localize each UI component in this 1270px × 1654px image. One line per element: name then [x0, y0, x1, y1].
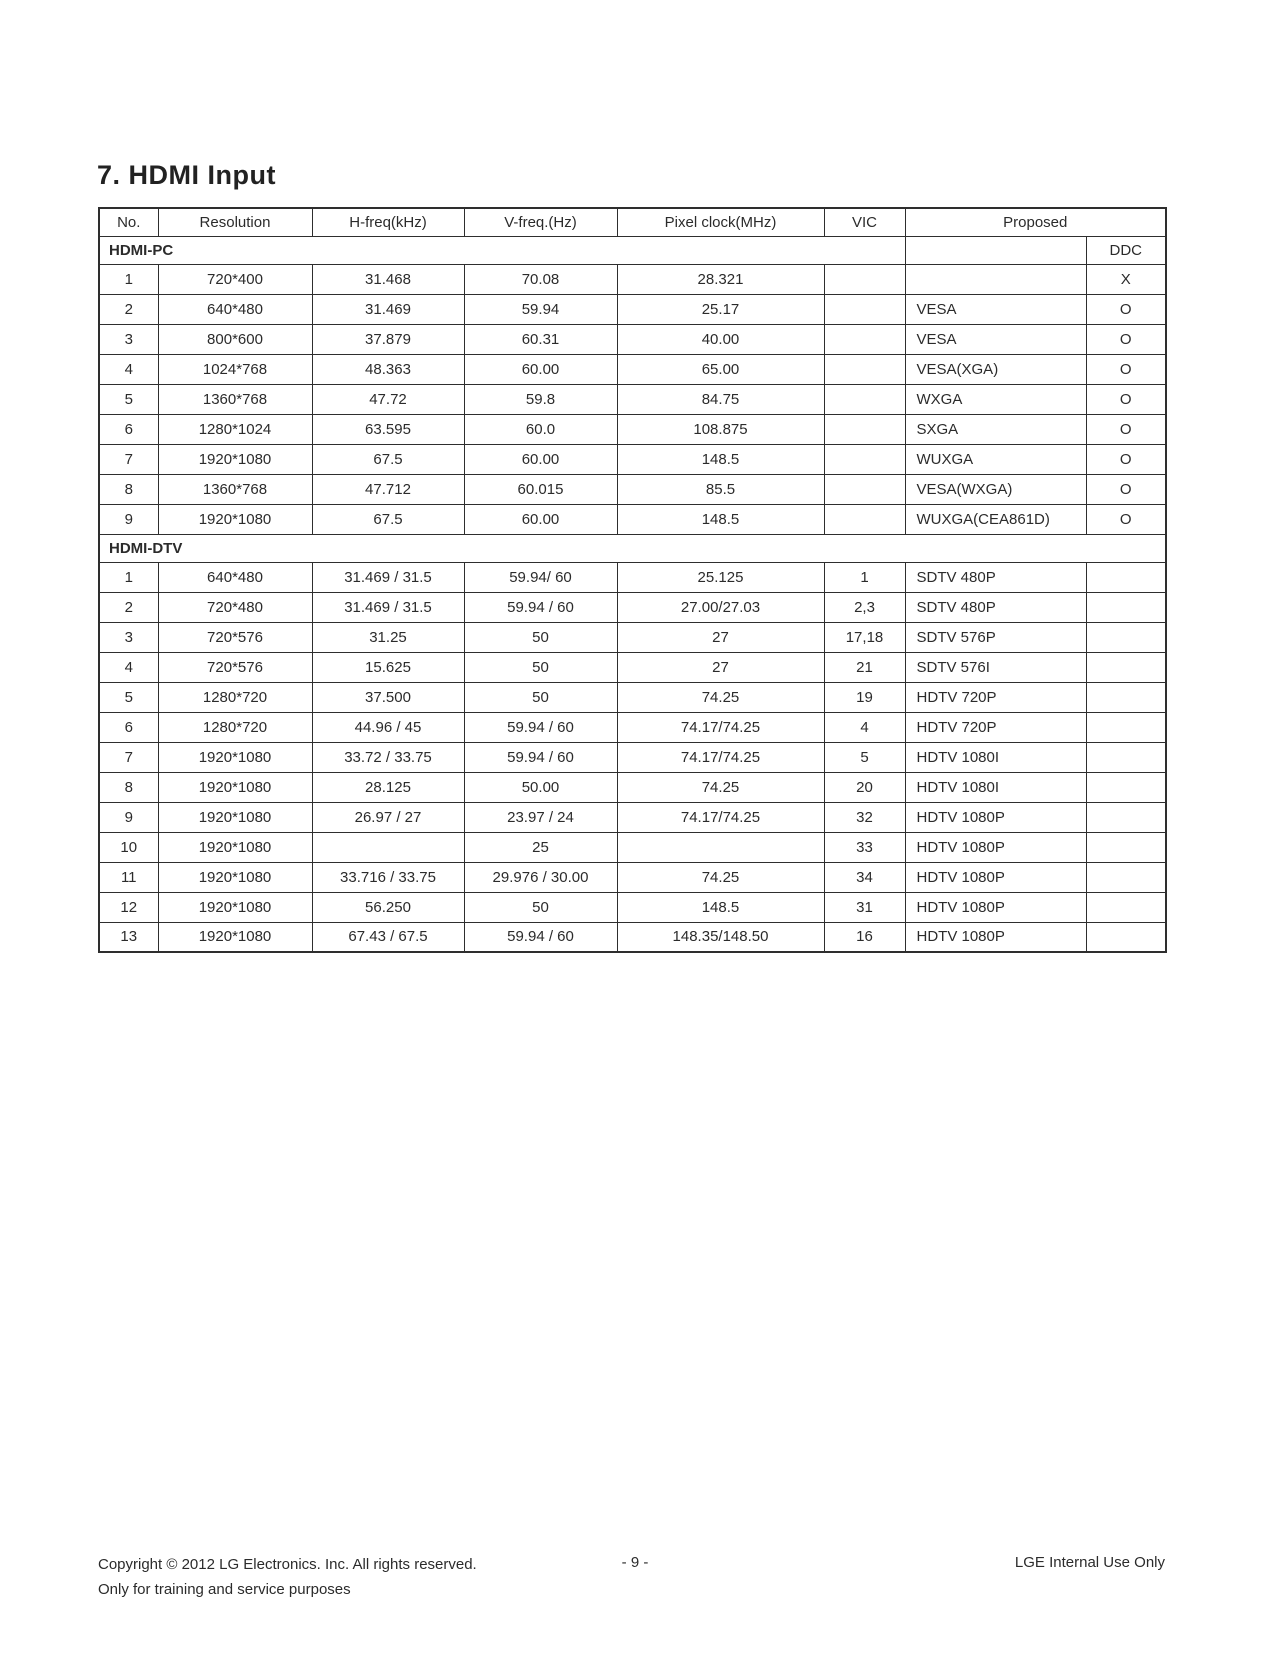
table-cell: 1920*1080: [158, 832, 312, 862]
table-cell: 59.94 / 60: [464, 712, 617, 742]
table-row: [99, 922, 1166, 952]
table-cell: 59.8: [464, 384, 617, 414]
table-cell: 15.625: [312, 652, 464, 682]
section-row-hdmi-dtv: [99, 534, 1166, 562]
table-cell: [824, 504, 905, 534]
table-cell: O: [1086, 504, 1166, 534]
table-cell: 8: [99, 772, 158, 802]
page-title: 7. HDMI Input: [97, 160, 276, 190]
table-cell: 3: [99, 622, 158, 652]
table-cell: WXGA: [905, 384, 1086, 414]
table-cell: 67.5: [312, 504, 464, 534]
table-cell: SDTV 480P: [905, 592, 1086, 622]
table-cell: 27.00/27.03: [617, 592, 824, 622]
table-cell: [1086, 592, 1166, 622]
table-cell: O: [1086, 414, 1166, 444]
table-cell: 1920*1080: [158, 772, 312, 802]
table-cell: 70.08: [464, 264, 617, 294]
table-cell: 5: [99, 384, 158, 414]
table-cell: [1086, 832, 1166, 862]
table-row: [99, 682, 1166, 712]
table-cell: [824, 264, 905, 294]
table-cell: 1: [99, 562, 158, 592]
table-cell: 33.72 / 33.75: [312, 742, 464, 772]
table-cell: 11: [99, 862, 158, 892]
table-cell: 7: [99, 742, 158, 772]
table-cell: 148.5: [617, 892, 824, 922]
table-cell: 720*576: [158, 652, 312, 682]
table-cell: SXGA: [905, 414, 1086, 444]
table-cell: X: [1086, 264, 1166, 294]
table-cell: 9: [99, 504, 158, 534]
table-cell: 20: [824, 772, 905, 802]
table-row: [99, 264, 1166, 294]
table-cell: VESA(XGA): [905, 354, 1086, 384]
table-cell: VESA: [905, 294, 1086, 324]
table-cell: 19: [824, 682, 905, 712]
table-cell: 28.321: [617, 264, 824, 294]
table-cell: O: [1086, 354, 1166, 384]
table-cell: 67.5: [312, 444, 464, 474]
table-cell: 4: [99, 354, 158, 384]
table-cell: 27: [617, 652, 824, 682]
table-row: [99, 354, 1166, 384]
table-cell: 13: [99, 922, 158, 952]
footer-copyright-line1: Copyright © 2012 LG Electronics. Inc. All rights reserved.: [98, 1556, 477, 1573]
table-cell: O: [1086, 384, 1166, 414]
table-row: [99, 622, 1166, 652]
table-cell: 1280*720: [158, 682, 312, 712]
table-cell: 31.469 / 31.5: [312, 562, 464, 592]
table-cell: 1360*768: [158, 474, 312, 504]
section-label: HDMI-DTV: [99, 534, 1166, 562]
table-cell: 50: [464, 682, 617, 712]
table-cell: O: [1086, 444, 1166, 474]
hdmi-table-body: [99, 208, 1166, 952]
table-cell: 16: [824, 922, 905, 952]
table-cell: 59.94: [464, 294, 617, 324]
table-cell: 2,3: [824, 592, 905, 622]
table-cell: 50.00: [464, 772, 617, 802]
table-cell: 50: [464, 622, 617, 652]
table-cell: SDTV 576I: [905, 652, 1086, 682]
table-cell: 4: [99, 652, 158, 682]
table-cell: 59.94 / 60: [464, 922, 617, 952]
table-cell: 1920*1080: [158, 862, 312, 892]
table-cell: 63.595: [312, 414, 464, 444]
table-cell: 1920*1080: [158, 444, 312, 474]
table-cell: 5: [824, 742, 905, 772]
table-cell: [1086, 802, 1166, 832]
table-cell: HDTV 720P: [905, 682, 1086, 712]
table-cell: 1920*1080: [158, 504, 312, 534]
table-cell: 25: [464, 832, 617, 862]
table-cell: 47.72: [312, 384, 464, 414]
table-cell: [1086, 892, 1166, 922]
column-header-vfreq: V-freq.(Hz): [464, 208, 617, 236]
table-row: [99, 772, 1166, 802]
table-cell: [824, 324, 905, 354]
table-cell: 3: [99, 324, 158, 354]
table-cell: 5: [99, 682, 158, 712]
table-cell: 74.17/74.25: [617, 802, 824, 832]
table-cell: 56.250: [312, 892, 464, 922]
table-cell: 40.00: [617, 324, 824, 354]
table-cell: 23.97 / 24: [464, 802, 617, 832]
table-cell: [824, 414, 905, 444]
table-row: [99, 652, 1166, 682]
table-cell: 640*480: [158, 294, 312, 324]
table-row: [99, 562, 1166, 592]
table-cell: 59.94 / 60: [464, 742, 617, 772]
column-header-vic: VIC: [824, 208, 905, 236]
table-cell: 12: [99, 892, 158, 922]
table-cell: [617, 832, 824, 862]
table-cell: [1086, 712, 1166, 742]
table-header-row: [99, 208, 1166, 236]
table-cell: HDTV 1080P: [905, 832, 1086, 862]
table-row: [99, 294, 1166, 324]
table-row: [99, 414, 1166, 444]
table-cell: HDTV 1080P: [905, 802, 1086, 832]
table-cell: 6: [99, 712, 158, 742]
table-cell: 148.5: [617, 504, 824, 534]
table-cell: 74.25: [617, 682, 824, 712]
table-cell: WUXGA: [905, 444, 1086, 474]
table-cell: [1086, 772, 1166, 802]
table-cell: [905, 264, 1086, 294]
ddc-column-header: DDC: [1086, 236, 1166, 264]
table-cell: 2: [99, 592, 158, 622]
table-cell: 25.125: [617, 562, 824, 592]
table-cell: 47.712: [312, 474, 464, 504]
table-cell: 28.125: [312, 772, 464, 802]
table-cell: 67.43 / 67.5: [312, 922, 464, 952]
table-cell: [1086, 922, 1166, 952]
table-cell: [312, 832, 464, 862]
table-cell: [1086, 562, 1166, 592]
table-cell: 50: [464, 892, 617, 922]
table-row: [99, 444, 1166, 474]
table-cell: [824, 354, 905, 384]
table-cell: 1: [824, 562, 905, 592]
table-cell: 1: [99, 264, 158, 294]
table-cell: 640*480: [158, 562, 312, 592]
column-header-pixel-clock: Pixel clock(MHz): [617, 208, 824, 236]
table-cell: 108.875: [617, 414, 824, 444]
table-cell: 21: [824, 652, 905, 682]
table-cell: WUXGA(CEA861D): [905, 504, 1086, 534]
table-cell: 10: [99, 832, 158, 862]
page-number: - 9 -: [621, 1554, 649, 1571]
table-cell: 60.015: [464, 474, 617, 504]
table-cell: [824, 474, 905, 504]
table-cell: SDTV 576P: [905, 622, 1086, 652]
table-cell: HDTV 1080I: [905, 772, 1086, 802]
table-row: [99, 832, 1166, 862]
table-cell: 74.17/74.25: [617, 712, 824, 742]
table-row: [99, 802, 1166, 832]
table-cell: 1920*1080: [158, 742, 312, 772]
table-row: [99, 592, 1166, 622]
table-row: [99, 742, 1166, 772]
table-cell: 60.00: [464, 504, 617, 534]
column-header-resolution: Resolution: [158, 208, 312, 236]
table-cell: 7: [99, 444, 158, 474]
table-row: [99, 862, 1166, 892]
table-cell: 60.31: [464, 324, 617, 354]
table-cell: 17,18: [824, 622, 905, 652]
table-cell: HDTV 720P: [905, 712, 1086, 742]
hdmi-input-table: [98, 207, 1167, 953]
table-cell: 48.363: [312, 354, 464, 384]
column-header-no: No.: [99, 208, 158, 236]
table-cell: [1086, 742, 1166, 772]
table-cell: [824, 384, 905, 414]
table-cell: 1360*768: [158, 384, 312, 414]
table-cell: 31.468: [312, 264, 464, 294]
table-cell: 85.5: [617, 474, 824, 504]
table-cell: 65.00: [617, 354, 824, 384]
table-cell: 1280*1024: [158, 414, 312, 444]
table-cell: 44.96 / 45: [312, 712, 464, 742]
table-row: [99, 474, 1166, 504]
empty-cell: [905, 236, 1086, 264]
table-cell: [1086, 652, 1166, 682]
table-cell: [1086, 622, 1166, 652]
table-cell: 32: [824, 802, 905, 832]
table-cell: 148.35/148.50: [617, 922, 824, 952]
table-cell: 37.879: [312, 324, 464, 354]
section-label: HDMI-PC: [99, 236, 905, 264]
table-cell: 84.75: [617, 384, 824, 414]
table-cell: 8: [99, 474, 158, 504]
table-cell: 31.25: [312, 622, 464, 652]
table-cell: [824, 444, 905, 474]
table-cell: SDTV 480P: [905, 562, 1086, 592]
table-cell: 74.17/74.25: [617, 742, 824, 772]
table-cell: 50: [464, 652, 617, 682]
table-row: [99, 384, 1166, 414]
table-cell: 720*576: [158, 622, 312, 652]
table-cell: 34: [824, 862, 905, 892]
table-cell: 26.97 / 27: [312, 802, 464, 832]
table-cell: 1920*1080: [158, 802, 312, 832]
table-row: [99, 504, 1166, 534]
table-cell: 720*480: [158, 592, 312, 622]
table-row: [99, 892, 1166, 922]
table-cell: 29.976 / 30.00: [464, 862, 617, 892]
table-cell: 1280*720: [158, 712, 312, 742]
table-cell: 74.25: [617, 862, 824, 892]
table-cell: 60.0: [464, 414, 617, 444]
table-cell: 33.716 / 33.75: [312, 862, 464, 892]
table-cell: 1024*768: [158, 354, 312, 384]
table-cell: 59.94/ 60: [464, 562, 617, 592]
table-cell: 31: [824, 892, 905, 922]
table-cell: 1920*1080: [158, 892, 312, 922]
table-cell: 31.469 / 31.5: [312, 592, 464, 622]
table-cell: 6: [99, 414, 158, 444]
footer-copyright-line2: Only for training and service purposes: [98, 1581, 351, 1598]
table-cell: VESA(WXGA): [905, 474, 1086, 504]
table-cell: VESA: [905, 324, 1086, 354]
table-cell: 60.00: [464, 444, 617, 474]
table-cell: O: [1086, 474, 1166, 504]
table-cell: 2: [99, 294, 158, 324]
table-cell: 31.469: [312, 294, 464, 324]
table-cell: 4: [824, 712, 905, 742]
table-cell: 60.00: [464, 354, 617, 384]
table-cell: 74.25: [617, 772, 824, 802]
table-row: [99, 324, 1166, 354]
footer-internal-use-note: LGE Internal Use Only: [1014, 1554, 1165, 1571]
column-header-hfreq: H-freq(kHz): [312, 208, 464, 236]
table-cell: 9: [99, 802, 158, 832]
table-cell: 148.5: [617, 444, 824, 474]
table-cell: [1086, 682, 1166, 712]
table-cell: HDTV 1080I: [905, 742, 1086, 772]
table-cell: 1920*1080: [158, 922, 312, 952]
column-header-proposed: Proposed: [905, 208, 1166, 236]
table-cell: 37.500: [312, 682, 464, 712]
table-cell: 25.17: [617, 294, 824, 324]
table-cell: [824, 294, 905, 324]
table-row: [99, 712, 1166, 742]
table-cell: HDTV 1080P: [905, 862, 1086, 892]
table-cell: O: [1086, 294, 1166, 324]
table-cell: 33: [824, 832, 905, 862]
table-cell: [1086, 862, 1166, 892]
section-row-hdmi-pc: [99, 236, 1166, 264]
table-cell: 720*400: [158, 264, 312, 294]
table-cell: O: [1086, 324, 1166, 354]
table-cell: 59.94 / 60: [464, 592, 617, 622]
table-cell: HDTV 1080P: [905, 892, 1086, 922]
table-cell: 27: [617, 622, 824, 652]
table-cell: 800*600: [158, 324, 312, 354]
table-cell: HDTV 1080P: [905, 922, 1086, 952]
